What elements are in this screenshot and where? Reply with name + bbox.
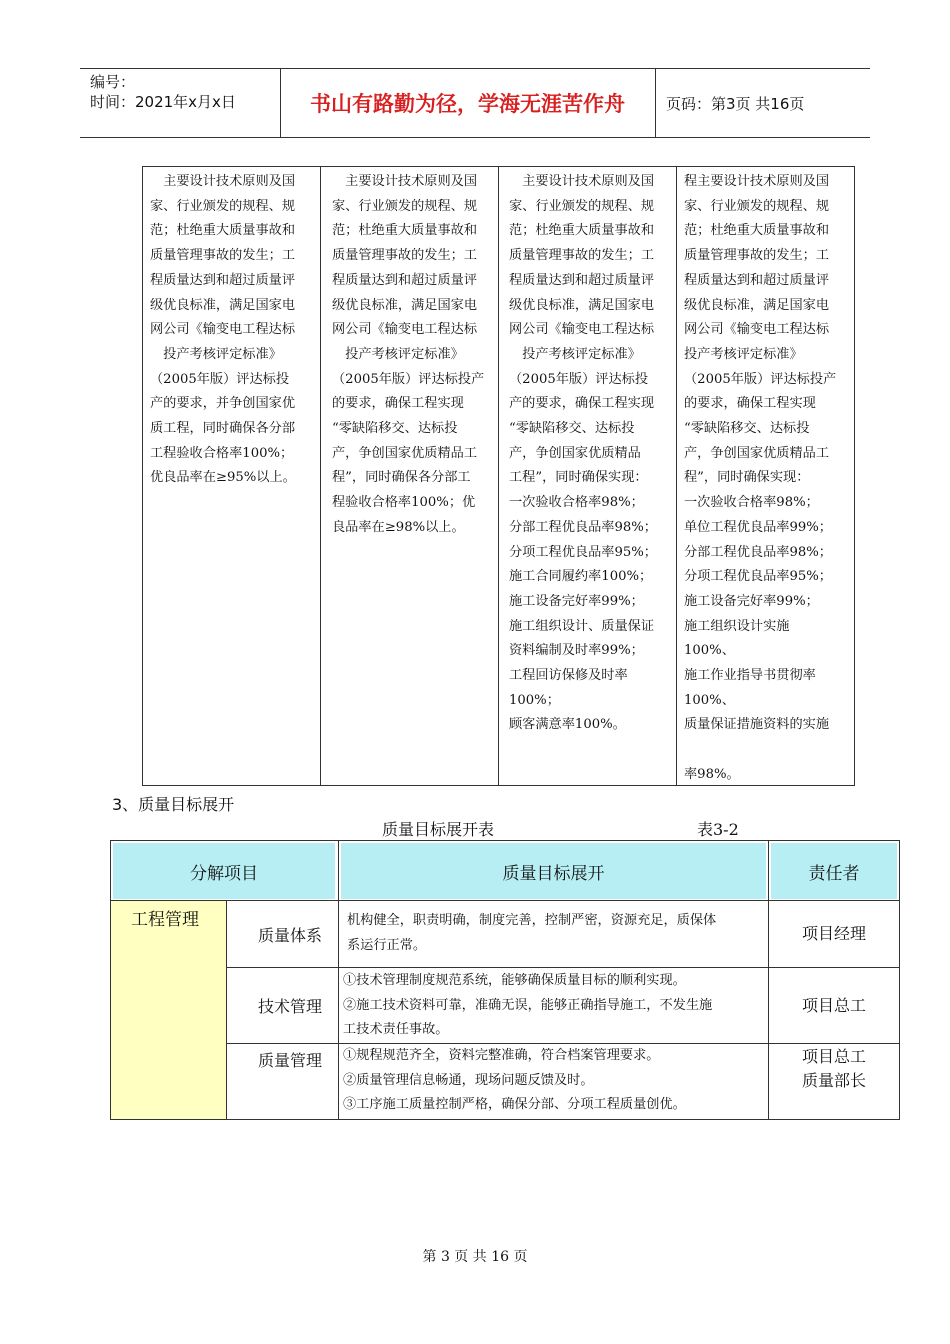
goal-text-line: 程质量达到和超过质量评 [684, 272, 830, 288]
header-cell-goal: 质量目标展开 [341, 843, 766, 899]
goal-text-line: 家、行业颁发的规程、规 [150, 198, 296, 214]
grid-line [226, 1043, 899, 1044]
goal-text-line: 100%； [509, 692, 560, 708]
grid-line [338, 900, 339, 1119]
goals-cell [321, 167, 498, 541]
header-cell-item: 分解项目 [113, 843, 335, 899]
responsible-name: 项目总工 [801, 995, 866, 1015]
quality-goals-table [142, 166, 855, 786]
row-responsible [769, 1044, 899, 1094]
goal-text-line: 网公司《输变电工程达标 [332, 322, 478, 338]
header-page-info: 页码：第3页 共16页 [666, 94, 805, 113]
goal-text-line: 网公司《输变电工程达标 [509, 322, 655, 338]
grid-line [226, 900, 227, 1119]
number-label: 编号： [90, 73, 136, 91]
goal-text-line: 施工组织设计实施 [684, 618, 790, 634]
goals-column-2 [321, 167, 499, 785]
goal-text-line: 质工程，同时确保各分部 [150, 421, 296, 437]
goal-line: ③工序施工质量控制严格，确保分部、分项工程质量创优。 [343, 1097, 686, 1113]
goal-text-line: 施工合同履约率100%； [509, 569, 653, 585]
goal-text-line: 100%、 [684, 643, 735, 659]
table-number: 表3-2 [697, 820, 739, 839]
goal-text-line: 程”，同时确保实现： [684, 470, 810, 486]
goal-text-line: 级优良标准，满足国家电 [150, 297, 296, 313]
page-header [80, 68, 870, 138]
goals-cell [143, 167, 320, 491]
goal-text-line: 程质量达到和超过质量评 [150, 272, 296, 288]
header-meta [90, 72, 236, 112]
goal-text-line: 施工设备完好率99%； [684, 593, 819, 609]
goal-text-line: 施工组织设计、质量保证 [509, 618, 655, 634]
goal-text-line: 分部工程优良品率98%； [684, 544, 832, 560]
goal-text-line: 家、行业颁发的规程、规 [332, 198, 478, 214]
goal-text-line: 100%、 [684, 692, 735, 708]
goal-text-line: 的要求，确保工程实现 [332, 396, 464, 412]
goal-text-line: 产，争创国家优质精品工 [332, 445, 478, 461]
goal-text-line: 工程”，同时确保实现： [509, 470, 648, 486]
goal-text-line: 程质量达到和超过质量评 [509, 272, 655, 288]
goal-text-line: “零缺陷移交、达标投 [684, 421, 810, 437]
goal-text-line [684, 738, 856, 763]
goal-text-line: 网公司《输变电工程达标 [150, 322, 296, 338]
row-goal [343, 969, 767, 1043]
goal-text-line: 良品率在≥98%以上。 [332, 519, 465, 535]
goal-text-line: 家、行业颁发的规程、规 [684, 198, 830, 214]
goals-column-1 [143, 167, 321, 785]
goals-cell [677, 167, 856, 788]
goal-text-line: 分项工程优良品率95%； [684, 569, 832, 585]
goal-text-line: 范；杜绝重大质量事故和 [509, 223, 655, 239]
header-motto: 书山有路勤为径，学海无涯苦作舟 [310, 92, 625, 116]
goal-text-line: 质量保证措施资料的实施 [684, 717, 830, 733]
goal-text-line: 级优良标准，满足国家电 [332, 297, 478, 313]
goal-text-line: （2005年版）评达标投产 [684, 371, 837, 387]
row-item: 技术管理 [257, 997, 322, 1016]
header-divider [655, 69, 656, 137]
goal-text-line: 程”，同时确保各分部工 [332, 470, 471, 486]
goal-text-line: 顾客满意率100%。 [509, 717, 626, 733]
goal-text-line: 投产考核评定标准》 [509, 346, 641, 362]
goal-text-line: 质量管理事故的发生；工 [150, 248, 296, 264]
goal-text-line: 优良品率在≥95%以上。 [150, 470, 296, 486]
responsible-name: 项目总工 [801, 1047, 866, 1066]
goal-text-line: “零缺陷移交、达标投 [332, 421, 458, 437]
goal-text-line: 分项工程优良品率95%； [509, 544, 657, 560]
goal-text-line: 产，争创国家优质精品 [509, 445, 641, 461]
goal-text-line: 范；杜绝重大质量事故和 [150, 223, 296, 239]
goals-column-3 [499, 167, 677, 785]
goal-text-line: 单位工程优良品率99%； [684, 519, 832, 535]
goal-text-line: 一次验收合格率98%； [684, 495, 819, 511]
goal-text-line: 的要求，确保工程实现 [684, 396, 816, 412]
goal-text-line: 工程回访保修及时率 [509, 668, 628, 684]
goal-text-line: 程验收合格率100%；优 [332, 495, 476, 511]
goal-text-line: 产，争创国家优质精品工 [684, 445, 830, 461]
goal-text-line: 施工设备完好率99%； [509, 593, 644, 609]
responsible-name: 质量部长 [801, 1071, 866, 1090]
goal-text-line: 资料编制及时率99%； [509, 643, 644, 659]
goal-text-line: 一次验收合格率98%； [509, 495, 644, 511]
goal-text-line: （2005年版）评达标投 [509, 371, 649, 387]
goal-text-line: “零缺陷移交、达标投 [509, 421, 635, 437]
table-caption: 质量目标展开表 [382, 820, 495, 839]
goal-text-line: 产的要求，确保工程实现 [509, 396, 655, 412]
goal-text-line: 家、行业颁发的规程、规 [509, 198, 655, 214]
grid-line [338, 841, 339, 900]
goal-text-line: 范；杜绝重大质量事故和 [332, 223, 478, 239]
row-item: 质量体系 [257, 925, 322, 945]
goal-text-line: 投产考核评定标准》 [684, 346, 803, 362]
goal-text-line: 率98%。 [684, 766, 740, 782]
goal-text-line: 产的要求，并争创国家优 [150, 396, 296, 412]
goal-text-line: 主要设计技术原则及国 [150, 174, 296, 189]
goal-line: ①技术管理制度规范系统，能够确保质量目标的顺利实现。 [343, 973, 686, 988]
goal-text-line: 投产考核评定标准》 [332, 346, 464, 362]
row-item: 质量管理 [257, 1050, 322, 1070]
row-responsible [769, 968, 899, 1043]
goal-line: ②施工技术资料可靠，准确无误，能够正确指导施工，不发生施 [343, 997, 713, 1013]
goal-text-line: 程主要设计技术原则及国 [684, 174, 830, 189]
goal-line: 系运行正常。 [347, 937, 427, 953]
goal-text-line: 网公司《输变电工程达标 [684, 322, 830, 338]
row-goal [343, 1044, 767, 1118]
goal-text-line: （2005年版）评达标投产 [332, 371, 485, 387]
grid-line [768, 841, 769, 1119]
goal-text-line: 投产考核评定标准》 [150, 346, 282, 362]
date-label: 时间：2021年x月x日 [90, 93, 236, 111]
row-goal [347, 909, 767, 958]
responsible-name: 项目经理 [801, 924, 866, 943]
goal-text-line: 质量管理事故的发生；工 [509, 248, 655, 264]
goals-cell [499, 167, 676, 738]
goal-text-line: 质量管理事故的发生；工 [684, 248, 830, 264]
goal-text-line: 程质量达到和超过质量评 [332, 272, 478, 288]
section-title: 3、质量目标展开 [112, 795, 235, 814]
row-responsible [769, 901, 899, 967]
goal-text-line: 主要设计技术原则及国 [332, 174, 478, 189]
goal-text-line: 分部工程优良品率98%； [509, 519, 657, 535]
goal-line: ②质量管理信息畅通，现场问题反馈及时。 [343, 1072, 594, 1088]
page-footer: 第 3 页 共 16 页 [422, 1249, 528, 1265]
goal-text-line: 级优良标准，满足国家电 [684, 297, 830, 313]
header-cell-responsible: 责任者 [771, 843, 897, 899]
goal-line: 工技术责任事故。 [343, 1022, 449, 1038]
grid-line [226, 967, 899, 968]
group-cell: 工程管理 [111, 901, 226, 1119]
goal-text-line: 主要设计技术原则及国 [509, 174, 655, 189]
goal-text-line: 质量管理事故的发生；工 [332, 248, 478, 264]
goal-text-line: （2005年版）评达标投 [150, 371, 290, 387]
goal-breakdown-table [110, 840, 900, 1120]
goal-text-line: 施工作业指导书贯彻率 [684, 668, 816, 684]
goal-text-line: 工程验收合格率100%； [150, 445, 294, 461]
grid-line [111, 900, 899, 901]
goal-line: 机构健全，职责明确，制度完善，控制严密，资源充足，质保体 [347, 913, 717, 928]
goal-text-line: 范；杜绝重大质量事故和 [684, 223, 830, 239]
goal-line: ①规程规范齐全，资料完整准确，符合档案管理要求。 [343, 1048, 660, 1063]
goal-text-line: 级优良标准，满足国家电 [509, 297, 655, 313]
goals-column-4 [677, 167, 856, 785]
